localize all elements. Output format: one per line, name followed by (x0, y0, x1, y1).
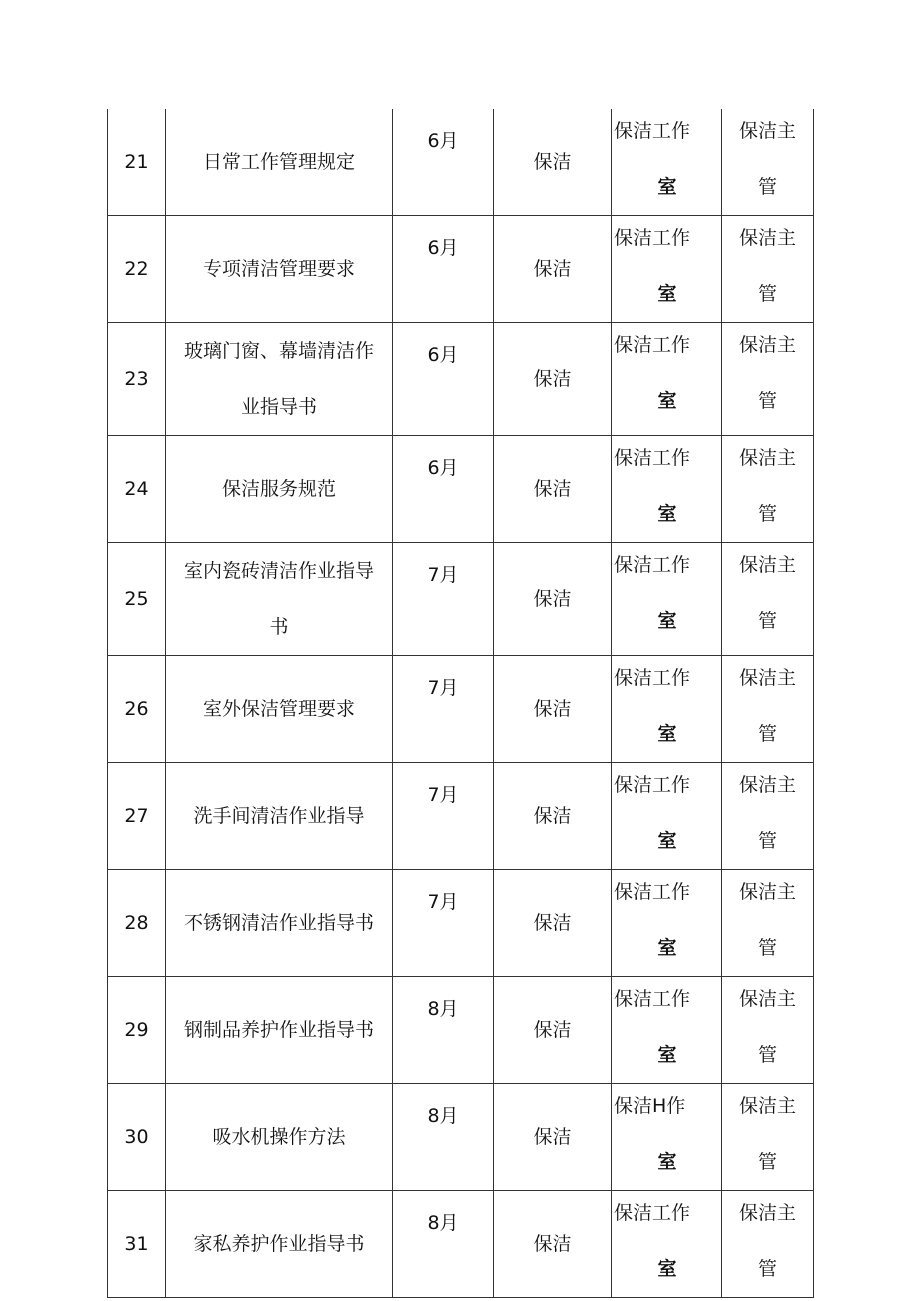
row-dept-line1: 保洁工作 (614, 447, 691, 469)
row-dept-line1: 保洁工作 (614, 227, 691, 249)
row-title: 钢制品养护作业指导书 (184, 1019, 375, 1041)
row-owner-cell (722, 109, 814, 216)
row-dept-line1: 保洁工作 (614, 881, 691, 903)
document-table (107, 109, 814, 1298)
row-title: 洗手间清洁作业指导 (193, 805, 365, 827)
table-row (108, 1191, 814, 1298)
row-month-cell (393, 109, 494, 216)
row-title: 专项清洁管理要求 (202, 258, 355, 280)
row-dept-line2: 室 (657, 1151, 677, 1173)
row-type: 保洁 (494, 870, 612, 977)
row-dept-cell (612, 763, 722, 870)
row-dept-line2: 室 (657, 610, 677, 632)
row-month-cell (393, 977, 494, 1084)
row-dept-cell (612, 1084, 722, 1191)
row-owner-cell (722, 656, 814, 763)
row-month-cell (393, 870, 494, 977)
row-owner-cell (722, 216, 814, 323)
row-owner: 保洁主管 (738, 554, 796, 632)
row-month-cell (393, 543, 494, 656)
row-title-cell (166, 977, 393, 1084)
table-row (108, 656, 814, 763)
row-title: 室内瓷砖清洁作业指导书 (184, 560, 375, 638)
row-owner-cell (722, 323, 814, 436)
row-month: 8月 (427, 998, 459, 1020)
row-title: 日常工作管理规定 (202, 151, 355, 173)
row-title: 室外保洁管理要求 (202, 698, 355, 720)
row-dept-line2: 室 (657, 830, 677, 852)
row-dept-line1: 保洁工作 (614, 667, 691, 689)
row-title-cell (166, 109, 393, 216)
row-number: 31 (108, 1191, 166, 1298)
table-row (108, 216, 814, 323)
row-dept-line2: 室 (657, 937, 677, 959)
row-dept-line2: 室 (657, 390, 677, 412)
row-type: 保洁 (494, 543, 612, 656)
table-row (108, 436, 814, 543)
row-number: 22 (108, 216, 166, 323)
row-month-cell (393, 763, 494, 870)
row-number: 30 (108, 1084, 166, 1191)
row-number: 29 (108, 977, 166, 1084)
row-title-cell (166, 436, 393, 543)
row-number: 23 (108, 323, 166, 436)
row-owner-cell (722, 870, 814, 977)
row-dept-line1: 保洁工作 (614, 554, 691, 576)
row-dept-line1: 保洁工作 (614, 774, 691, 796)
row-dept-line1: 保洁工作 (614, 1202, 691, 1224)
row-number: 24 (108, 436, 166, 543)
row-month: 8月 (427, 1105, 459, 1127)
row-type: 保洁 (494, 436, 612, 543)
row-title-cell (166, 763, 393, 870)
table-row (108, 543, 814, 656)
row-owner: 保洁主管 (738, 667, 796, 745)
row-month: 7月 (427, 677, 459, 699)
row-title-cell (166, 1191, 393, 1298)
row-month: 7月 (427, 784, 459, 806)
row-title-cell (166, 216, 393, 323)
row-dept-cell (612, 323, 722, 436)
row-type: 保洁 (494, 763, 612, 870)
row-month: 7月 (427, 564, 459, 586)
table-row (108, 763, 814, 870)
row-title: 吸水机操作方法 (212, 1126, 346, 1148)
row-title-cell (166, 543, 393, 656)
row-owner: 保洁主管 (738, 120, 796, 198)
row-number: 26 (108, 656, 166, 763)
row-owner-cell (722, 543, 814, 656)
row-month: 8月 (427, 1212, 459, 1234)
row-type: 保洁 (494, 323, 612, 436)
row-number: 21 (108, 109, 166, 216)
table-row (108, 1084, 814, 1191)
row-owner: 保洁主管 (738, 774, 796, 852)
row-dept-cell (612, 977, 722, 1084)
row-type: 保洁 (494, 1191, 612, 1298)
row-owner: 保洁主管 (738, 447, 796, 525)
row-month: 6月 (427, 457, 459, 479)
row-dept-line2: 室 (657, 1258, 677, 1280)
row-month-cell (393, 323, 494, 436)
table-row (108, 109, 814, 216)
row-month-cell (393, 656, 494, 763)
table-row (108, 323, 814, 436)
row-month-cell (393, 1191, 494, 1298)
row-dept-cell (612, 216, 722, 323)
row-owner: 保洁主管 (738, 227, 796, 305)
row-dept-line2: 室 (657, 1044, 677, 1066)
row-type: 保洁 (494, 1084, 612, 1191)
row-dept-line1: 保洁工作 (614, 334, 691, 356)
row-dept-line2: 室 (657, 503, 677, 525)
row-owner: 保洁主管 (738, 988, 796, 1066)
row-owner-cell (722, 1084, 814, 1191)
row-month: 6月 (427, 344, 459, 366)
row-dept-cell (612, 656, 722, 763)
row-dept-line1: 保洁H作 (614, 1095, 686, 1117)
row-dept-line2: 室 (657, 723, 677, 745)
row-dept-line1: 保洁工作 (614, 120, 691, 142)
row-dept-line2: 室 (657, 176, 677, 198)
table-body (108, 109, 814, 1298)
row-dept-cell (612, 543, 722, 656)
row-title-cell (166, 323, 393, 436)
row-owner: 保洁主管 (738, 334, 796, 412)
row-type: 保洁 (494, 216, 612, 323)
row-owner-cell (722, 1191, 814, 1298)
row-title: 家私养护作业指导书 (193, 1233, 365, 1255)
row-number: 25 (108, 543, 166, 656)
row-owner-cell (722, 763, 814, 870)
table-row (108, 977, 814, 1084)
row-month-cell (393, 1084, 494, 1191)
row-title: 保洁服务规范 (221, 478, 336, 500)
row-dept-cell (612, 1191, 722, 1298)
row-title-cell (166, 656, 393, 763)
row-number: 28 (108, 870, 166, 977)
row-owner: 保洁主管 (738, 881, 796, 959)
row-title-cell (166, 1084, 393, 1191)
row-dept-line2: 室 (657, 283, 677, 305)
row-month: 6月 (427, 237, 459, 259)
row-number: 27 (108, 763, 166, 870)
row-type: 保洁 (494, 977, 612, 1084)
row-month: 6月 (427, 130, 459, 152)
row-owner-cell (722, 977, 814, 1084)
row-dept-cell (612, 109, 722, 216)
row-title-cell (166, 870, 393, 977)
row-owner: 保洁主管 (738, 1095, 796, 1173)
row-owner-cell (722, 436, 814, 543)
row-dept-cell (612, 870, 722, 977)
row-month-cell (393, 216, 494, 323)
row-dept-cell (612, 436, 722, 543)
row-title: 玻璃门窗、幕墙清洁作业指导书 (184, 340, 375, 418)
row-type: 保洁 (494, 656, 612, 763)
table-row (108, 870, 814, 977)
row-title: 不锈钢清洁作业指导书 (184, 912, 375, 934)
row-month-cell (393, 436, 494, 543)
row-month: 7月 (427, 891, 459, 913)
row-dept-line1: 保洁工作 (614, 988, 691, 1010)
row-owner: 保洁主管 (738, 1202, 796, 1280)
row-type: 保洁 (494, 109, 612, 216)
